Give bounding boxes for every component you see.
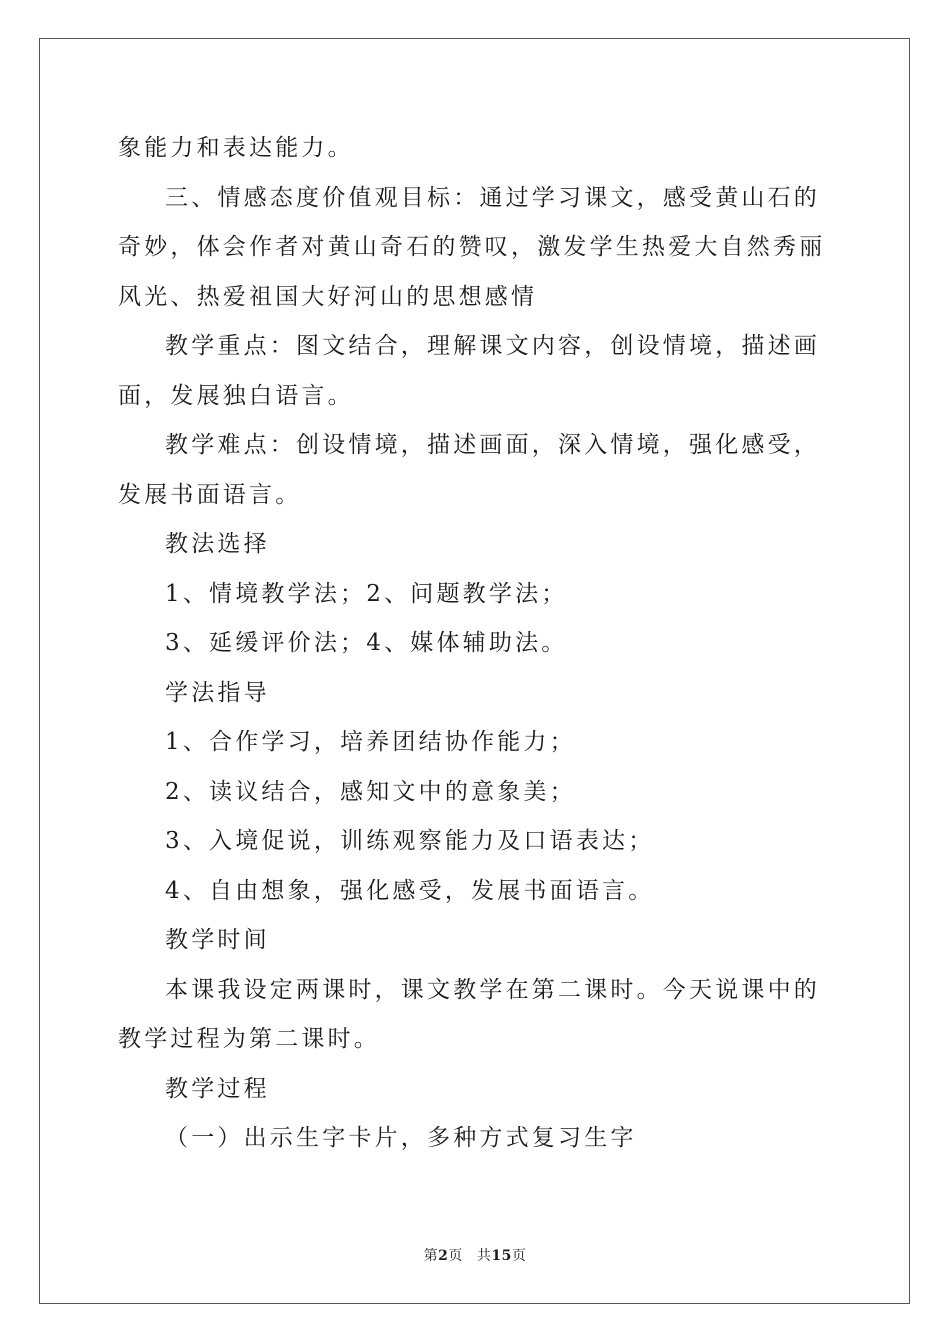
page-footer xyxy=(0,1245,950,1265)
page-prefix: 第 xyxy=(423,1248,439,1264)
list-item: 4、自由想象，强化感受，发展书面语言。 xyxy=(165,877,655,904)
paragraph: 三、情感态度价值观目标：通过学习课文，感受黄山石的奇妙，体会作者对黄山奇石的赞叹，激发学生热爱大自然秀丽风光、热爱祖国大好河山的思想感情 xyxy=(118,184,826,310)
paragraph: 象能力和表达能力。 xyxy=(118,135,354,161)
list-item: 1、情境教学法；2、问题教学法； xyxy=(165,580,568,607)
paragraph: 教学难点：创设情境，描述画面，深入情境，强化感受，发展书面语言。 xyxy=(118,432,820,508)
page-suffix: 页 xyxy=(448,1248,463,1264)
list-item: 3、入境促说，训练观察能力及口语表达； xyxy=(165,828,655,854)
document-body xyxy=(118,124,836,1164)
list-item: 2、读议结合，感知文中的意象美； xyxy=(165,778,576,805)
page-number: 2 xyxy=(438,1248,449,1264)
list-item: 3、延缓评价法；4、媒体辅助法。 xyxy=(165,630,568,656)
paragraph: 教学重点：图文结合，理解课文内容，创设情境，描述画面，发展独白语言。 xyxy=(118,333,820,409)
list-item: 1、合作学习，培养团结协作能力； xyxy=(165,729,576,755)
section-heading: 教法选择 xyxy=(165,531,270,557)
section-heading: 教学过程 xyxy=(165,1075,270,1102)
paragraph: （一）出示生字卡片，多种方式复习生字 xyxy=(165,1125,637,1151)
paragraph: 本课我设定两课时，课文教学在第二课时。今天说课中的教学过程为第二课时。 xyxy=(118,976,820,1052)
section-heading: 教学时间 xyxy=(165,927,270,953)
total-pages: 15 xyxy=(491,1248,512,1264)
section-heading: 学法指导 xyxy=(165,679,270,706)
total-prefix: 共 xyxy=(476,1248,492,1264)
total-suffix: 页 xyxy=(511,1248,527,1264)
